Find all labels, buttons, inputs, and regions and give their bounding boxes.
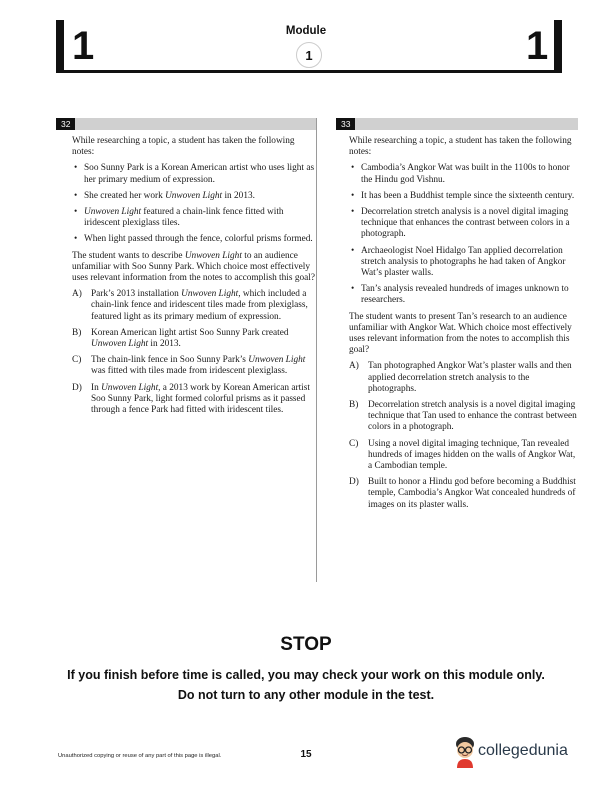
answer-choice[interactable] — [72, 289, 316, 323]
italic-title: Unwoven Light — [184, 250, 242, 261]
note-item: • Unwoven Light featured a chain-link fence fitted with iridescent plexiglass tiles. — [72, 207, 316, 229]
note-item: • Cambodia’s Angkor Wat was built in the 1100s to honor the Hindu god Vishnu. — [349, 163, 578, 185]
stop-instruction-2: Do not turn to any other module in the test. — [177, 688, 435, 702]
choice-letter: B) — [72, 327, 82, 338]
answer-choice[interactable] — [349, 477, 578, 511]
question-prompt: The student wants to describe Unwoven Light to an audience unfamiliar with Soo Sunny Park. Which choice most effectively uses relevant information from the notes to accomplish this goal? — [72, 250, 315, 284]
module-number-badge: 1 — [296, 42, 322, 68]
italic-title: Unwoven Light — [248, 355, 306, 366]
question-intro: While researching a topic, a student has taken the following notes: — [349, 136, 572, 158]
collegedunia-logo — [452, 735, 580, 769]
italic-title: Unwoven Light — [91, 339, 149, 350]
choice-text: Decorrelation stretch analysis is a novel digital imaging technique that Tan used to enhance the contrast between colors in a photograph. — [368, 400, 577, 433]
italic-title: Unwoven Light — [84, 207, 142, 218]
answer-choices — [72, 289, 316, 416]
choice-text: Korean American light artist Soo Sunny Park created Unwoven Light in 2013. — [91, 327, 289, 350]
note-item: • It has been a Buddhist temple since the sixteenth century. — [349, 191, 578, 202]
answer-choice[interactable] — [349, 439, 578, 473]
choice-letter: B) — [349, 400, 359, 411]
answer-choice[interactable] — [72, 383, 316, 417]
question-33 — [336, 118, 578, 516]
answer-choices — [349, 361, 578, 510]
header-rule — [56, 70, 562, 73]
note-item: • Soo Sunny Park is a Korean American artist who uses light as her primary medium of expression. — [72, 163, 316, 185]
choice-text: The chain-link fence in Soo Sunny Park’s Unwoven Light was fitted with tiles made from iridescent plexiglass. — [91, 355, 306, 377]
question-32-bar — [56, 118, 316, 130]
stop-instruction-1: If you finish before time is called, you may check your work on this module only. — [67, 668, 545, 682]
copyright-notice: Unauthorized copying or reuse of any part of this page is illegal. — [58, 753, 222, 759]
italic-title: Unwoven Light — [181, 289, 239, 300]
module-number-left: 1 — [72, 24, 95, 68]
choice-text: Built to honor a Hindu god before becoming a Buddhist temple, Cambodia’s Angkor Wat concealed hundreds of images on its plaster walls. — [368, 477, 576, 510]
student-mascot-icon — [452, 735, 478, 769]
note-item: • Tan’s analysis revealed hundreds of images unknown to researchers. — [349, 284, 578, 306]
note-item: • When light passed through the fence, colorful prisms formed. — [72, 234, 316, 245]
module-number-right: 1 — [526, 24, 549, 68]
italic-title: Unwoven Light — [101, 382, 159, 393]
answer-choice[interactable] — [349, 400, 578, 434]
question-number: 33 — [336, 118, 355, 130]
question-number: 32 — [56, 118, 75, 130]
question-33-bar — [336, 118, 578, 130]
logo-text: collegedunia — [478, 742, 568, 759]
answer-choice[interactable] — [72, 328, 316, 350]
choice-letter: C) — [349, 438, 359, 449]
notes-list — [72, 163, 316, 245]
choice-text: Tan photographed Angkor Wat’s plaster walls and then applied decorrelation stretch analysis to the photographs. — [368, 361, 572, 394]
choice-text: Using a novel digital imaging technique, Tan revealed hundreds of images hidden on the walls of Angkor Wat, a Cambodian temple. — [368, 438, 576, 472]
choice-letter: D) — [72, 382, 82, 393]
note-item: • Decorrelation stretch analysis is a novel digital imaging technique that enhances the contrast between colors in a photograph. — [349, 207, 578, 241]
choice-letter: D) — [349, 477, 359, 488]
choice-letter: A) — [72, 289, 82, 300]
choice-letter: C) — [72, 355, 82, 366]
choice-letter: A) — [349, 361, 359, 372]
page-number: 15 — [300, 749, 312, 760]
note-item: • She created her work Unwoven Light in 2013. — [72, 191, 316, 202]
answer-choice[interactable] — [349, 361, 578, 395]
question-32 — [56, 118, 316, 421]
answer-choice[interactable] — [72, 355, 316, 377]
column-divider — [316, 118, 317, 582]
module-label: Module — [285, 25, 327, 37]
stop-title: STOP — [280, 634, 332, 655]
note-item: • Archaeologist Noel Hidalgo Tan applied decorrelation stretch analysis to photographs he had taken of Angkor Wat’s plaster walls. — [349, 246, 578, 280]
question-intro: While researching a topic, a student has taken the following notes: — [72, 136, 295, 158]
choice-text: In Unwoven Light, a 2013 work by Korean American artist Soo Sunny Park, light formed colorful prisms as it passed through a fence Park had fitted with iridescent tiles. — [91, 382, 310, 416]
notes-list — [349, 163, 578, 306]
choice-text: Park’s 2013 installation Unwoven Light, which included a chain-link fence and iridescent tiles made from plexiglass, featured light as its primary medium of expression. — [91, 289, 308, 322]
italic-title: Unwoven Light — [165, 190, 223, 201]
question-prompt: The student wants to present Tan’s research to an audience unfamiliar with Angkor Wat. Which choice most effectively uses relevant information from the notes to accomplish this goal? — [349, 311, 572, 356]
